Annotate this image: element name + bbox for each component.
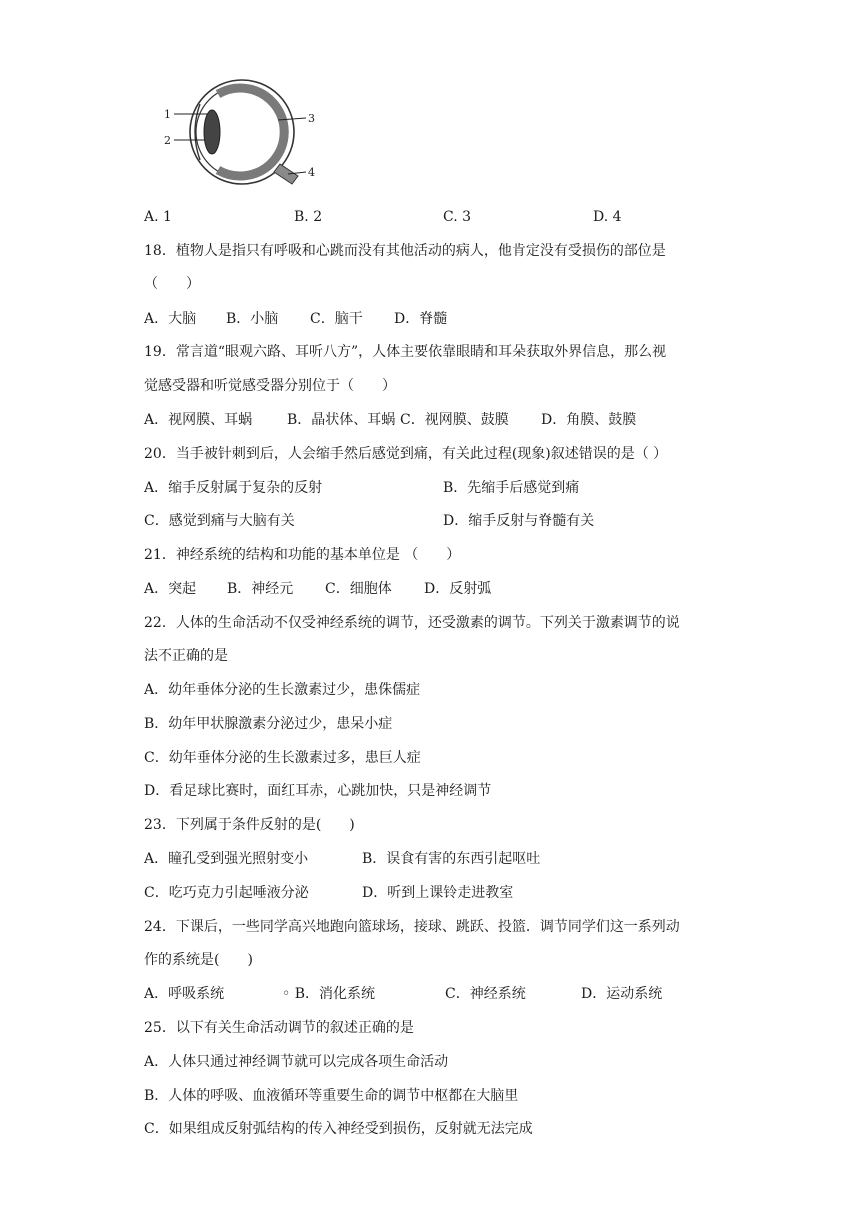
q19-option-d: D．角膜、鼓膜	[541, 412, 637, 428]
q23-option-c: C．吃巧克力引起唾液分泌	[144, 885, 309, 901]
q24-option-b: ◦ B．消化系统	[282, 986, 375, 1002]
q22-stem-cont: 法不正确的是	[144, 648, 228, 664]
q25-option-a: A．人体只通过神经调节就可以完成各项生命活动	[144, 1054, 449, 1070]
q19-stem: 19．常言道“眼观六路、耳听八方”，人体主要依靠眼睛和耳朵获取外界信息，那么视	[144, 344, 667, 360]
q21-option-b: B．神经元	[227, 581, 294, 597]
q24-stem: 24．下课后，一些同学高兴地跑向篮球场，接球、跳跃、投篮．调节同学们这一系列动	[144, 919, 680, 935]
q17-option-b: B. 2	[294, 209, 323, 225]
q25-option-c: C．如果组成反射弧结构的传入神经受到损伤，反射就无法完成	[144, 1121, 533, 1137]
q18-answer-paren: （ ）	[144, 276, 200, 292]
q18-option-c: C．脑干	[310, 311, 363, 327]
q20-stem: 20．当手被针刺到后，人会缩手然后感觉到痛，有关此过程(现象)叙述错误的是（ ）	[144, 446, 668, 462]
q24-option-c: C．神经系统	[445, 986, 526, 1002]
figure-label-2: 2	[164, 134, 171, 147]
q22-stem: 22．人体的生命活动不仅受神经系统的调节，还受激素的调节。下列关于激素调节的说	[144, 615, 680, 631]
q18-option-a: A．大脑	[144, 311, 197, 327]
q25-option-b: B．人体的呼吸、血液循环等重要生命的调节中枢都在大脑里	[144, 1088, 519, 1104]
q21-option-c: C．细胞体	[325, 581, 392, 597]
q17-option-c: C. 3	[443, 209, 472, 225]
q22-option-a: A．幼年垂体分泌的生长激素过少，患侏儒症	[144, 682, 421, 698]
q18-option-d: D．脊髓	[394, 311, 448, 327]
q18-option-b: B．小脑	[226, 311, 279, 327]
q21-option-d: D．反射弧	[424, 581, 492, 597]
q18-stem: 18．植物人是指只有呼吸和心跳而没有其他活动的病人，他肯定没有受损伤的部位是	[144, 243, 666, 259]
q19-option-b: B．晶状体、耳蜗	[287, 412, 396, 428]
q20-option-d: D．缩手反射与脊髓有关	[443, 513, 595, 529]
q20-option-b: B．先缩手后感觉到痛	[443, 480, 580, 496]
q22-option-d: D．看足球比赛时，面红耳赤，心跳加快，只是神经调节	[144, 783, 492, 799]
q17-option-a: A. 1	[144, 209, 172, 225]
figure-label-3: 3	[308, 112, 315, 125]
q23-option-b: B．误食有害的东西引起呕吐	[362, 851, 541, 867]
q22-option-b: B．幼年甲状腺激素分泌过少，患呆小症	[144, 716, 393, 732]
q19-option-c: C．视网膜、鼓膜	[400, 412, 509, 428]
figure-label-4: 4	[308, 166, 315, 179]
q24-stem-cont: 作的系统是( )	[144, 952, 253, 968]
q17-option-d: D. 4	[593, 209, 622, 225]
q21-option-a: A．突起	[144, 581, 197, 597]
q23-stem: 23．下列属于条件反射的是( )	[144, 817, 355, 833]
q19-stem-cont: 觉感受器和听觉感受器分别位于（ ）	[144, 378, 396, 394]
q24-option-d: D．运动系统	[581, 986, 663, 1002]
q21-stem: 21．神经系统的结构和功能的基本单位是 （ ）	[144, 547, 461, 563]
q23-option-a: A．瞳孔受到强光照射变小	[144, 851, 309, 867]
q20-option-a: A．缩手反射属于复杂的反射	[144, 480, 323, 496]
figure-label-1: 1	[164, 108, 171, 121]
eye-diagram	[160, 74, 320, 194]
q23-option-d: D．听到上课铃走进教室	[362, 885, 514, 901]
q20-option-c: C．感觉到痛与大脑有关	[144, 513, 295, 529]
q25-stem: 25．以下有关生命活动调节的叙述正确的是	[144, 1020, 414, 1036]
q24-option-a: A．呼吸系统	[144, 986, 225, 1002]
q19-option-a: A．视网膜、耳蜗	[144, 412, 253, 428]
eyeball-outline	[190, 80, 298, 184]
q22-option-c: C．幼年垂体分泌的生长激素过多，患巨人症	[144, 750, 421, 766]
